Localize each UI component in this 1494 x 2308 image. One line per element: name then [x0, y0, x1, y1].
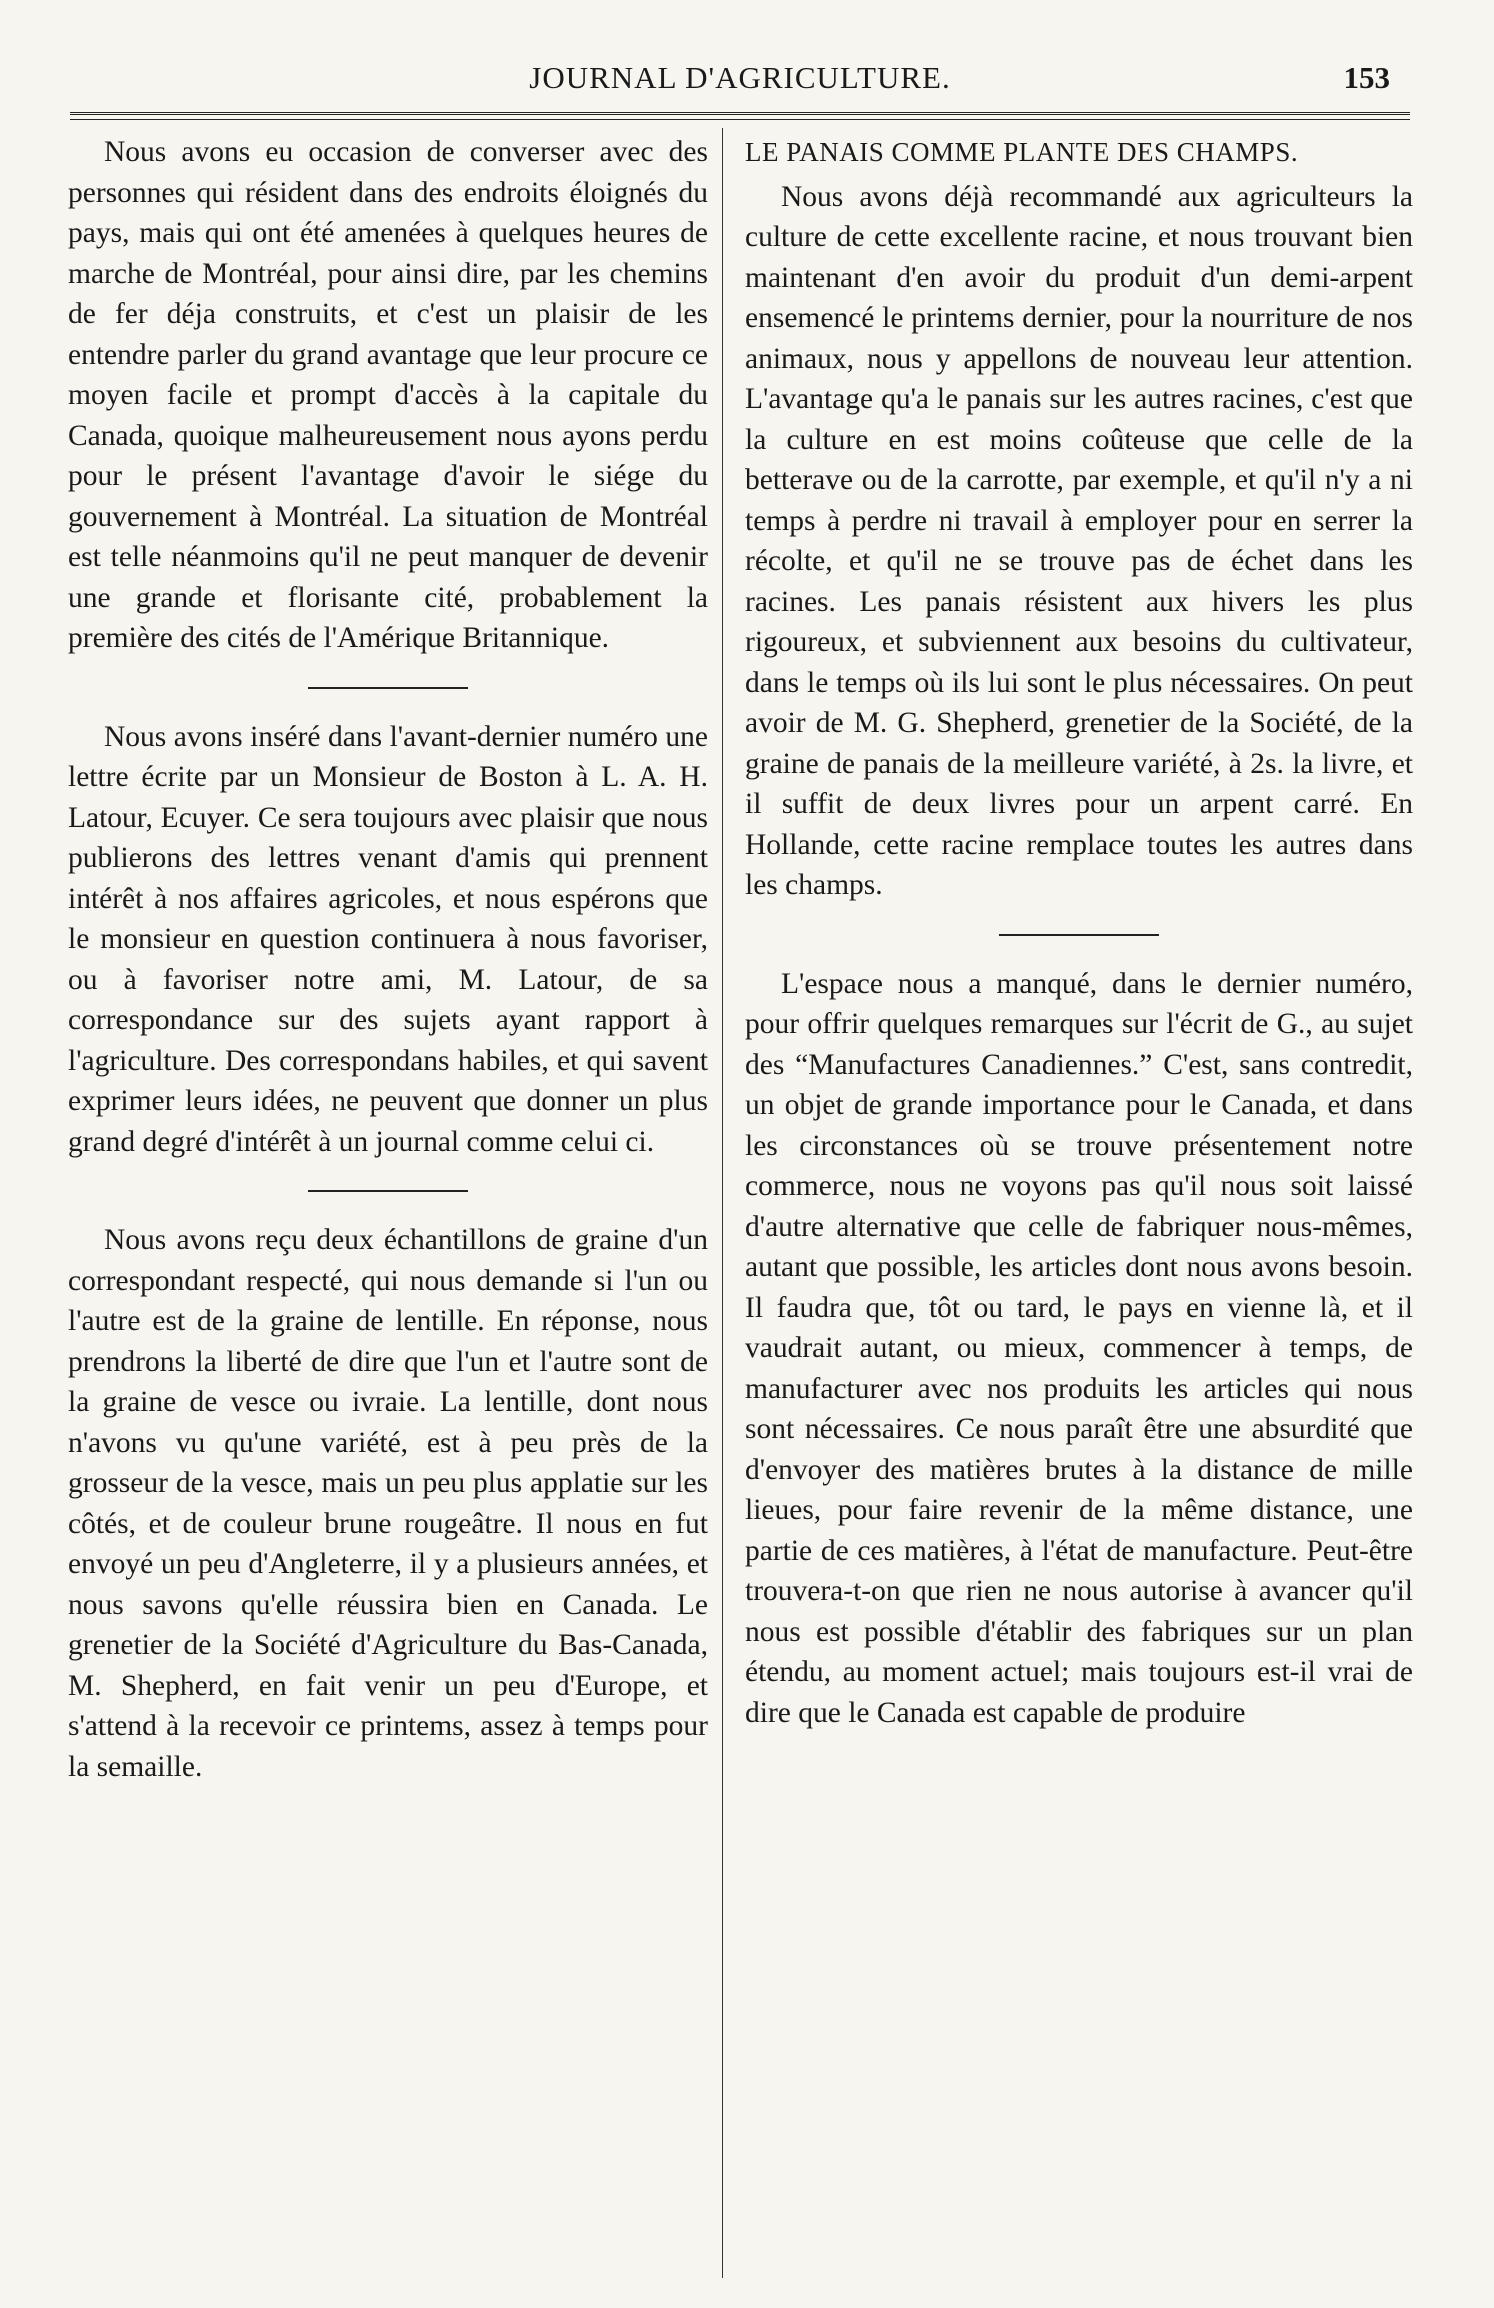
paragraph-lentil-seeds: Nous avons reçu deux échantillons de graine d'un correspondant respecté, qui nous demande si l'un ou l'autre est de la graine de lentille. En réponse, nous prendrons la liberté de dire que l'un et l'autre sont de la graine de vesce ou ivraie. La lentille, dont nous n'avons vu qu'une variété, est à peu près de la grosseur de la vesce, mais un peu plus applatie sur les côtés, et de couleur brune rougeâtre. Il nous en fut envoyé un peu d'Angleterre, il y a plusieurs années, et nous savons qu'elle réussira bien en Canada. Le grenetier de la Société d'Agriculture du Bas-Canada, M. Shepherd, en fait venir un peu d'Europe, et s'attend à la recevoir ce printems, assez à temps pour la semaille. [68, 1224, 708, 1783]
journal-title: JOURNAL D'AGRICULTURE. [529, 60, 951, 95]
column-divider [722, 128, 723, 2278]
page-header [70, 52, 1410, 108]
section-rule [999, 934, 1159, 936]
right-column [745, 132, 1413, 1733]
section-rule [308, 687, 468, 689]
paragraph-parsnip: Nous avons déjà recommandé aux agriculteurs la culture de cette excellente racine, et nous trouvant bien maintenant d'en avoir du produit d'un demi-arpent ensemencé le printems dernier, pour la nourriture de nos animaux, nous y appellons de nouveau leur attention. L'avantage qu'a le panais sur les autres racines, c'est que la culture en est moins coûteuse que celle de la betterave ou de la carrotte, par exemple, et qu'il n'y a ni temps à perdre ni travail à employer pour en serrer la récolte, et qu'il ne se trouve pas de échet dans les racines. Les panais résistent aux hivers les plus rigoureux, et subviennent aux besoins du cultivateur, dans le temps où ils lui sont le plus nécessaires. On peut avoir de M. G. Shepherd, grenetier de la Société, de la graine de panais de la meilleure variété, à 2s. la livre, et il suffit de deux livres pour un arpent carré. En Hollande, cette racine remplace toutes les autres dans les champs. [745, 180, 1413, 901]
page-number: 153 [1343, 60, 1390, 95]
section-rule [308, 1190, 468, 1192]
header-rule [70, 112, 1410, 120]
paragraph-boston-letter: Nous avons inséré dans l'avant-dernier numéro une lettre écrite par un Monsieur de Boston à L. A. H. Latour, Ecuyer. Ce sera toujours avec plaisir que nous publierons des lettres venant d'amis qui prennent intérêt à nos affaires agricoles, et nous espérons que le monsieur en question continuera à nous favoriser, ou à favoriser notre ami, M. Latour, de sa correspondance sur des sujets ayant rapport à l'agriculture. Des correspondans habiles, et qui savent exprimer leurs idées, ne peuvent que donner un plus grand degré d'intérêt à un journal comme celui ci. [68, 720, 708, 1158]
article-heading: LE PANAIS COMME PLANTE DES CHAMPS. [745, 137, 1299, 167]
paragraph-manufactures: L'espace nous a manqué, dans le dernier numéro, pour offrir quelques remarques sur l'écrit de G., au sujet des “Manufactures Canadiennes.” C'est, sans contredit, un objet de grande importance pour le Canada, et dans les circonstances où se trouve présentement notre commerce, nous ne voyons pas qu'il nous soit laissé d'autre alternative que celle de fabriquer nous-mêmes, autant que possible, les articles dont nous avons besoin. Il faudra que, tôt ou tard, le pays en vienne là, et il vaudrait autant, ou mieux, commencer à temps, de manufacturer avec nos produits les articles qui nous sont nécessaires. Ce nous paraît être une absurdité que d'envoyer des matières brutes à la distance de mille lieues, pour faire revenir de la même distance, une partie de ces matières, à l'état de manufacture. Peut-être trouvera-t-on que rien ne nous autorise à avancer qu'il nous est possible d'établir des fabriques sur un plan étendu, au moment actuel; mais toujours est-il vrai de dire que le Canada est capable de produire [745, 967, 1413, 1729]
paragraph-montreal: Nous avons eu occasion de converser avec des personnes qui résident dans des endroits éloignés du pays, mais qui ont été amenées à quelques heures de marche de Montréal, pour ainsi dire, par les chemins de fer déja construits, et c'est un plaisir de les entendre parler du grand avantage que leur procure ce moyen facile et prompt d'accès à la capitale du Canada, quoique malheureusement nous ayons perdu pour le présent l'avantage d'avoir le siége du gouvernement à Montréal. La situation de Montréal est telle néanmoins qu'il ne peut manquer de devenir une grande et florisante cité, probablement la première des cités de l'Amérique Britannique. [68, 136, 708, 654]
left-column [68, 132, 708, 1787]
